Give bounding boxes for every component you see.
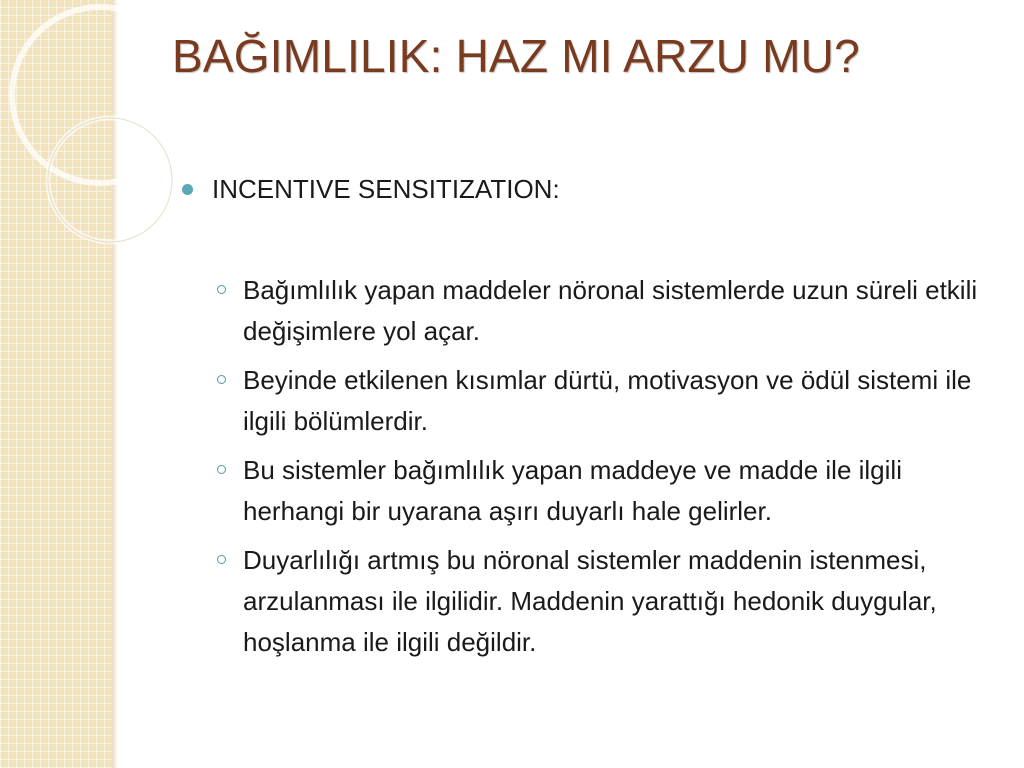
deco-ring-large <box>12 7 180 183</box>
sub-bullet-list <box>178 270 988 663</box>
sub-bullet-text: Beyinde etkilenen kısımlar dürtü, motivasyon ve ödül sistemi ile ilgili bölümlerdir. <box>243 365 972 436</box>
ring-bullet-icon <box>217 375 226 384</box>
ring-bullet-icon <box>217 465 226 474</box>
sub-bullet-text: Bağımlılık yapan maddeler nöronal sistemlerde uzun süreli etkili değişimlere yol açar. <box>243 275 978 346</box>
slide-title: BAĞIMLILIK: HAZ MI ARZU MU? <box>172 30 860 82</box>
decorative-rings <box>0 0 180 260</box>
slide-content <box>178 170 988 671</box>
sub-bullet-text: Duyarlılığı artmış bu nöronal sistemler maddenin istenmesi, arzulanması ile ilgilidir. Maddenin yarattığı hedonik duygular, hoşlanma ile ilgili değildir. <box>243 545 937 657</box>
main-bullet <box>178 170 988 208</box>
bullet-dot-icon <box>182 184 193 195</box>
sub-bullet <box>178 270 988 352</box>
sub-bullet <box>178 450 988 532</box>
sub-bullet <box>178 540 988 663</box>
ring-bullet-icon <box>217 285 226 294</box>
sub-bullet <box>178 360 988 442</box>
ring-bullet-icon <box>217 555 226 564</box>
main-bullet-text: INCENTIVE SENSITIZATION: <box>212 174 560 204</box>
sub-bullet-text: Bu sistemler bağımlılık yapan maddeye ve madde ile ilgili herhangi bir uyarana aşırı duyarlı hale gelirler. <box>243 455 902 526</box>
